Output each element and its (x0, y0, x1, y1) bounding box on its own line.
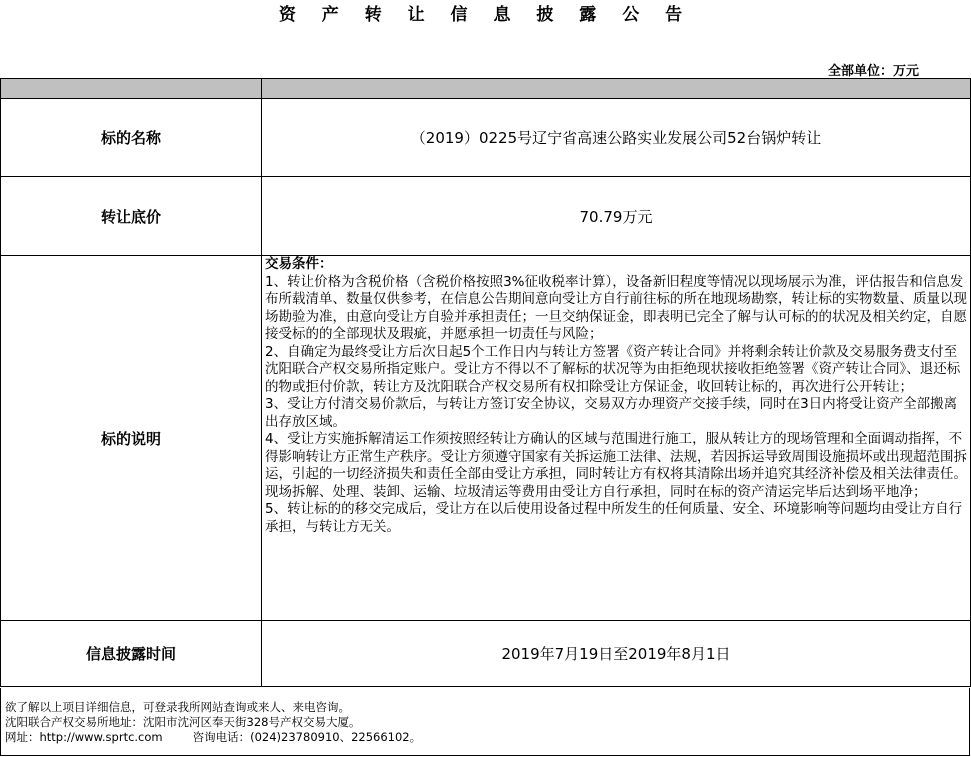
reserve-price-value: 70.79万元 (262, 177, 971, 255)
trade-conditions-heading: 交易条件： (265, 256, 333, 272)
header-cell-left (1, 79, 262, 98)
footer-line-contact (5, 730, 969, 745)
condition-item-3: 3、受让方付清交易价款后，与转让方签订安全协议，交易双方办理资产交接手续，同时在3日内将受让资产全部搬离出存放区域。 (265, 396, 958, 430)
condition-item-2: 2、自确定为最终受让方后次日起5个工作日内与转让方签署《资产转让合同》并将剩余转让价款及交易服务费支付至沈阳联合产权交易所指定账户。受让方不得以不了解标的状况等为由拒绝现状接收拒绝签署《资产转让合同》、退还标的物或拒付价款，转让方及沈阳联合产权交易所有权扣除受让方保证金，收回转让标的，再次进行公开转让； (265, 343, 961, 395)
footer-line-address: 沈阳联合产权交易所地址：沈阳市沈河区奉天街328号产权交易大厦。 (5, 715, 361, 729)
table-header-row (1, 79, 971, 99)
disclosure-time-value: 2019年7月19日至2019年8月1日 (262, 621, 971, 686)
subject-description-value (262, 256, 971, 620)
condition-item-1: 1、转让价格为含税价格（含税价格按照3%征收税率计算），设备新旧程度等情况以现场展示为准，评估报告和信息发布所载清单、数量仅供参考，在信息公告期间意向受让方自行前往标的所在地现场勘察，转让标的实物数量、质量以现场勘验为准，由意向受让方自验并承担责任；一旦交纳保证金，即表明已完全了解与认可标的的状况及相关约定，自愿接受标的的全部现状及瑕疵，并愿承担一切责任与风险； (265, 273, 967, 342)
footer-line-info: 欲了解以上项目详细信息，可登录我所网站查询或来人、来电咨询。 (5, 700, 350, 714)
notice-table (0, 78, 971, 687)
subject-name-value: （2019）0225号辽宁省高速公路实业发展公司52台锅炉转让 (262, 99, 971, 176)
condition-item-4: 4、受让方实施拆解清运工作须按照经转让方确认的区域与范围进行施工，服从转让方的现场管理和全面调动指挥，不得影响转让方正常生产秩序。受让方须遵守国家有关拆运施工法律、法规，若因拆运导致周围设施损坏或出现超范围拆运，引起的一切经济损失和责任全部由受让方承担，同时转让方有权将其清除出场并追究其经济补偿及相关法律责任。现场拆解、处理、装卸、运输、垃圾清运等费用由受让方自行承担，同时在标的资产清运完毕后达到场平地净； (265, 431, 967, 500)
disclosure-time-label: 信息披露时间 (1, 621, 262, 686)
header-cell-right (262, 79, 971, 98)
unit-note: 全部单位：万元 (827, 64, 919, 79)
phone-text: 咨询电话：(024)23780910、22566102。 (192, 730, 422, 744)
row-subject-name (1, 99, 971, 177)
row-reserve-price (1, 177, 971, 256)
subject-name-label: 标的名称 (1, 99, 262, 176)
reserve-price-label: 转让底价 (1, 177, 262, 255)
website-text: 网址：http://www.sprtc.com (5, 730, 163, 744)
condition-item-5: 5、转让标的的移交完成后，受让方在以后使用设备过程中所发生的任何质量、安全、环境影响等问题均由受让方自行承担，与转让方无关。 (265, 501, 963, 535)
row-disclosure-time (1, 621, 971, 687)
notice-title: 资 产 转 让 信 息 披 露 公 告 (278, 5, 693, 25)
contact-footer (0, 688, 970, 756)
row-subject-description (1, 256, 971, 621)
subject-description-label: 标的说明 (1, 256, 262, 620)
